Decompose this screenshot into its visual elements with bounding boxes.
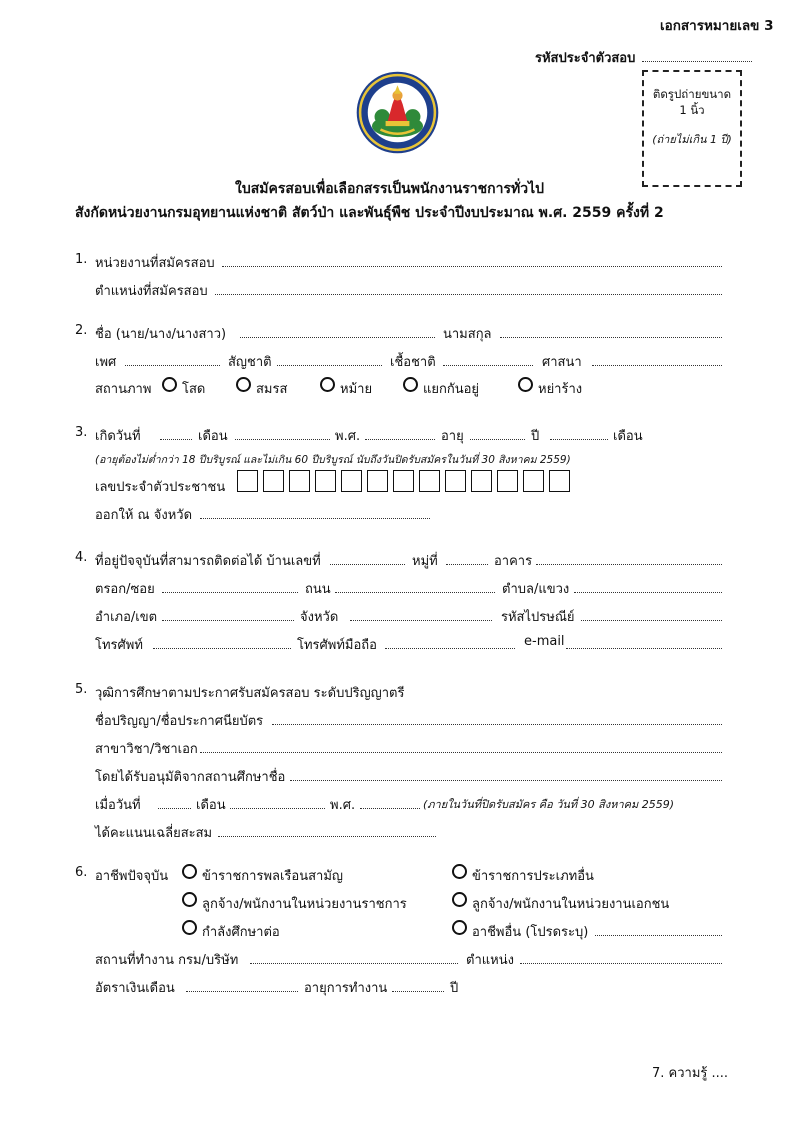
religion-label: ศาสนา — [542, 355, 582, 370]
citizen-id-digit-6[interactable] — [367, 470, 388, 492]
institution-label: โดยได้รับอนุมัติจากสถานศึกษาชื่อ — [95, 770, 286, 785]
citizen-id-digit-10[interactable] — [471, 470, 492, 492]
position-field[interactable] — [215, 294, 722, 295]
postcode-field[interactable] — [581, 620, 722, 621]
degree-label: ชื่อปริญญา/ชื่อประกาศนียบัตร — [95, 714, 264, 729]
citizen-id-digit-3[interactable] — [289, 470, 310, 492]
photo-attachment-box[interactable] — [642, 70, 742, 187]
occupation-private-employee-radio[interactable] — [452, 892, 467, 907]
occupation-other-radio[interactable] — [452, 920, 467, 935]
section-3-number: 3. — [75, 425, 88, 440]
occupation-gov-employee-radio[interactable] — [182, 892, 197, 907]
agency-label: หน่วยงานที่สมัครสอบ — [95, 256, 215, 271]
institution-field[interactable] — [290, 780, 722, 781]
tenure-year-unit: ปี — [450, 981, 459, 996]
surname-field[interactable] — [500, 337, 722, 338]
exam-id-label: รหัสประจำตัวสอบ — [535, 51, 636, 66]
marital-status-label: สถานภาพ — [95, 382, 152, 397]
form-subtitle: สังกัดหน่วยงานกรมอุทยานแห่งชาติ สัตว์ป่า และพันธุ์พืช ประจำปีงบประมาณ พ.ศ. 2559 ครั้งที่ 2 — [75, 205, 664, 221]
graduation-month-label: เดือน — [196, 798, 226, 813]
citizen-id-digit-5[interactable] — [341, 470, 362, 492]
document-number: เอกสารหมายเลข 3 — [660, 18, 774, 34]
graduation-day-field[interactable] — [158, 808, 191, 809]
section-1-number: 1. — [75, 252, 88, 267]
occupation-student-label: กำลังศึกษาต่อ — [202, 925, 280, 940]
graduation-month-field[interactable] — [230, 808, 325, 809]
status-widowed-radio[interactable] — [320, 377, 335, 392]
citizen-id-digit-8[interactable] — [419, 470, 440, 492]
next-page-indicator: 7. ความรู้ .... — [652, 1066, 729, 1081]
citizen-id-digit-2[interactable] — [263, 470, 284, 492]
gpa-label: ได้คะแนนเฉลี่ยสะสม — [95, 826, 213, 841]
phone-field[interactable] — [153, 648, 291, 649]
work-position-label: ตำแหน่ง — [466, 953, 514, 968]
age-year-unit: ปี — [531, 429, 540, 444]
occupation-gov-employee-label: ลูกจ้าง/พนักงานในหน่วยงานราชการ — [202, 897, 407, 912]
citizen-id-digit-12[interactable] — [523, 470, 544, 492]
occupation-student-radio[interactable] — [182, 920, 197, 935]
nationality-label: สัญชาติ — [228, 355, 272, 370]
workplace-label: สถานที่ทำงาน กรม/บริษัท — [95, 953, 239, 968]
status-single-radio[interactable] — [162, 377, 177, 392]
age-months-field[interactable] — [550, 439, 608, 440]
exam-id-field[interactable] — [642, 61, 752, 62]
race-label: เชื้อชาติ — [390, 355, 436, 370]
graduation-year-field[interactable] — [360, 808, 420, 809]
province-field[interactable] — [350, 620, 492, 621]
photo-size-label: ติดรูปถ่ายขนาด — [652, 87, 732, 101]
section-4-number: 4. — [75, 550, 88, 565]
age-month-unit: เดือน — [613, 429, 643, 444]
section-2-number: 2. — [75, 323, 88, 338]
occupation-private-employee-label: ลูกจ้าง/พนักงานในหน่วยงานเอกชน — [472, 897, 670, 912]
status-married-radio[interactable] — [236, 377, 251, 392]
position-label: ตำแหน่งที่สมัครสอบ — [95, 284, 208, 299]
sex-field[interactable] — [125, 365, 220, 366]
building-field[interactable] — [536, 564, 722, 565]
race-field[interactable] — [443, 365, 533, 366]
section-6-number: 6. — [75, 865, 88, 880]
age-years-field[interactable] — [470, 439, 525, 440]
name-label: ชื่อ (นาย/นาง/นางสาว) — [95, 327, 227, 342]
workplace-field[interactable] — [250, 963, 458, 964]
mobile-field[interactable] — [385, 648, 515, 649]
occupation-other-gov-label: ข้าราชการประเภทอื่น — [472, 869, 594, 884]
issued-province-label: ออกให้ ณ จังหวัด — [95, 508, 193, 523]
age-requirement-note: (อายุต้องไม่ต่ำกว่า 18 ปีบริบูรณ์ และไม่เกิน 60 ปีบริบูรณ์ นับถึงวันปิดรับสมัครในวันที่ 30 สิงหาคม 2559) — [95, 454, 571, 466]
mobile-label: โทรศัพท์มือถือ — [297, 638, 377, 653]
moo-field[interactable] — [446, 564, 488, 565]
major-label: สาขาวิชา/วิชาเอก — [95, 742, 198, 757]
birth-month-label: เดือน — [198, 429, 228, 444]
salary-field[interactable] — [186, 991, 298, 992]
degree-field[interactable] — [272, 724, 722, 725]
house-no-field[interactable] — [330, 564, 405, 565]
birth-year-label: พ.ศ. — [335, 429, 361, 444]
form-title: ใบสมัครสอบเพื่อเลือกสรรเป็นพนักงานราชการทั่วไป — [235, 181, 545, 197]
subdistrict-field[interactable] — [574, 592, 722, 593]
phone-label: โทรศัพท์ — [95, 638, 143, 653]
email-field[interactable] — [566, 648, 722, 649]
occupation-civil-servant-radio[interactable] — [182, 864, 197, 879]
issued-province-field[interactable] — [200, 518, 430, 519]
education-heading: วุฒิการศึกษาตามประกาศรับสมัครสอบ ระดับปริญญาตรี — [95, 686, 405, 701]
religion-field[interactable] — [592, 365, 722, 366]
photo-size-value: 1 นิ้ว — [679, 103, 705, 117]
citizen-id-digit-4[interactable] — [315, 470, 336, 492]
graduation-deadline-note: (ภายในวันที่ปิดรับสมัคร คือ วันที่ 30 สิงหาคม 2559) — [423, 798, 675, 811]
district-label: อำเภอ/เขต — [95, 610, 158, 625]
gpa-field[interactable] — [218, 836, 436, 837]
birth-year-field[interactable] — [365, 439, 435, 440]
postcode-label: รหัสไปรษณีย์ — [501, 610, 575, 625]
major-field[interactable] — [200, 752, 722, 753]
road-label: ถนน — [305, 582, 331, 597]
subdistrict-label: ตำบล/แขวง — [502, 582, 570, 597]
nationality-field[interactable] — [277, 365, 382, 366]
soi-field[interactable] — [162, 592, 298, 593]
work-position-field[interactable] — [520, 963, 722, 964]
section-5-number: 5. — [75, 682, 88, 697]
status-married-label: สมรส — [256, 382, 288, 397]
birth-month-field[interactable] — [235, 439, 330, 440]
department-seal-logo — [355, 70, 440, 155]
photo-age-note: (ถ่ายไม่เกิน 1 ปี) — [652, 133, 732, 146]
occupation-other-gov-radio[interactable] — [452, 864, 467, 879]
occupation-label: อาชีพปัจจุบัน — [95, 869, 169, 884]
province-label: จังหวัด — [300, 610, 339, 625]
building-label: อาคาร — [494, 554, 533, 569]
district-field[interactable] — [162, 620, 294, 621]
status-separated-label: แยกกันอยู่ — [423, 382, 480, 397]
moo-label: หมู่ที่ — [412, 554, 438, 569]
occupation-other-label: อาชีพอื่น (โปรดระบุ) — [472, 925, 589, 940]
citizen-id-digit-9[interactable] — [445, 470, 466, 492]
graduation-year-label: พ.ศ. — [330, 798, 356, 813]
status-single-label: โสด — [182, 382, 206, 397]
status-divorced-label: หย่าร้าง — [538, 382, 583, 397]
road-field[interactable] — [335, 592, 495, 593]
status-divorced-radio[interactable] — [518, 377, 533, 392]
citizen-id-digit-1[interactable] — [237, 470, 258, 492]
occupation-civil-servant-label: ข้าราชการพลเรือนสามัญ — [202, 869, 343, 884]
tenure-field[interactable] — [392, 991, 444, 992]
sex-label: เพศ — [95, 355, 117, 370]
status-widowed-label: หม้าย — [340, 382, 373, 397]
graduation-day-label: เมื่อวันที่ — [95, 798, 141, 813]
citizen-id-digit-7[interactable] — [393, 470, 414, 492]
birth-day-field[interactable] — [160, 439, 192, 440]
tenure-label: อายุการทำงาน — [304, 981, 388, 996]
citizen-id-digit-13[interactable] — [549, 470, 570, 492]
salary-label: อัตราเงินเดือน — [95, 981, 175, 996]
first-name-field[interactable] — [240, 337, 435, 338]
age-label: อายุ — [441, 429, 464, 444]
status-separated-radio[interactable] — [403, 377, 418, 392]
email-label: e-mail — [524, 634, 565, 649]
citizen-id-digit-11[interactable] — [497, 470, 518, 492]
soi-label: ตรอก/ซอย — [95, 582, 155, 597]
occupation-other-field[interactable] — [595, 935, 722, 936]
surname-label: นามสกุล — [443, 327, 492, 342]
address-house-no-label: ที่อยู่ปัจจุบันที่สามารถติดต่อได้ บ้านเลขที่ — [95, 554, 321, 569]
citizen-id-label: เลขประจำตัวประชาชน — [95, 480, 226, 495]
agency-field[interactable] — [222, 266, 722, 267]
birth-day-label: เกิดวันที่ — [95, 429, 141, 444]
